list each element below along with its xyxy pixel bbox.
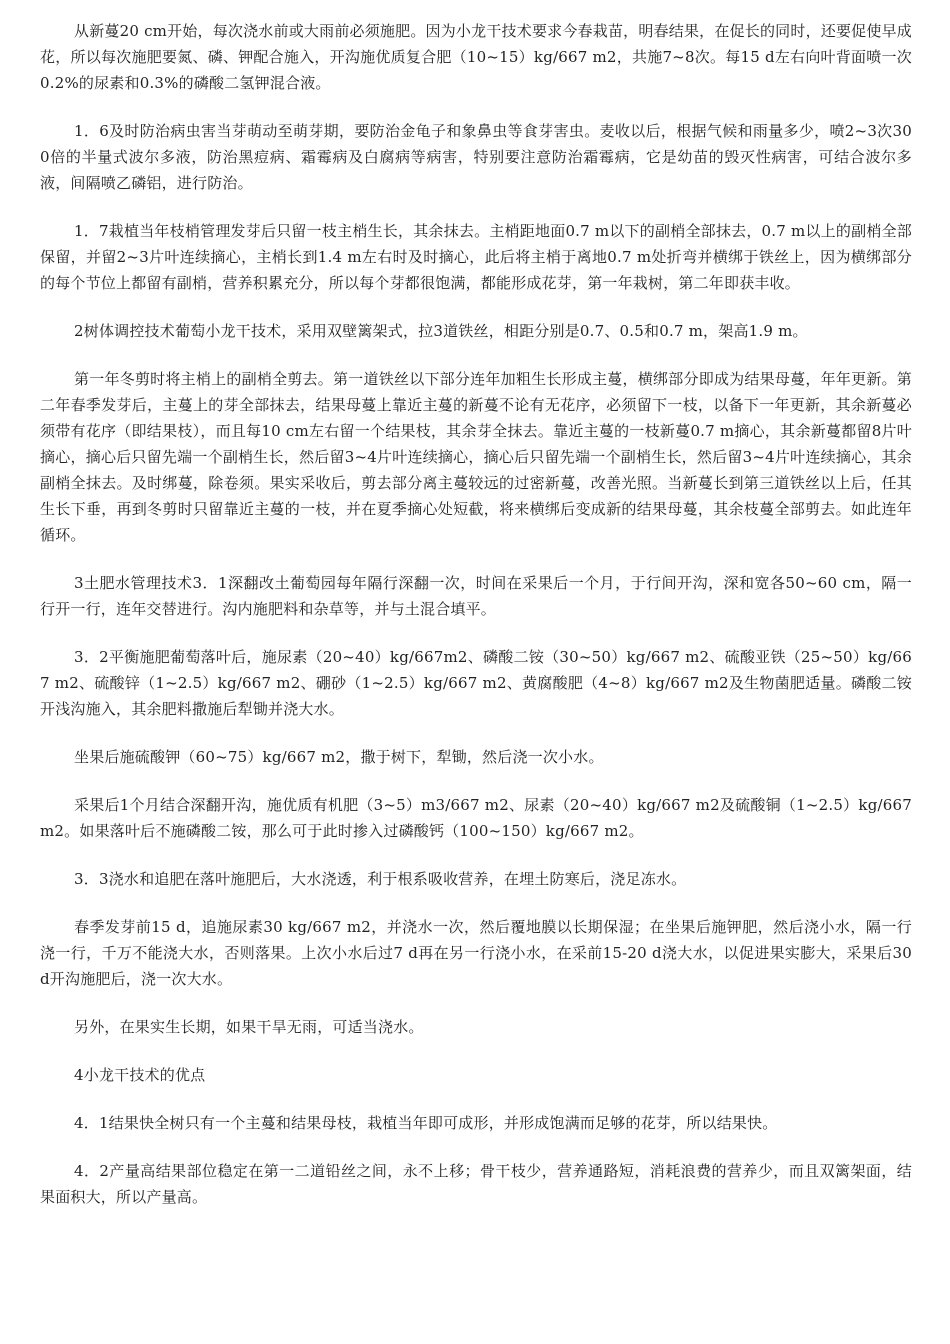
paragraph-fast-fruiting: 4．1结果快全树只有一个主蔓和结果母枝，栽植当年即可成形，并形成饱满而足够的花芽，所以结果快。 [74, 1114, 778, 1132]
paragraph-balanced-fertilization: 3．2平衡施肥葡萄落叶后，施尿素（20~40）kg/667m2、磷酸二铵（30~50）kg/667 m2、硫酸亚铁（25~50）kg/667 m2、硫酸锌（1~2.5）kg/667 m2、硼砂（1~2.5）kg/667 m2、黄腐酸肥（4~8）kg/667 m2及生物菌肥适量。磷酸二铵开浅沟施入，其余肥料撒施后犁锄并浇大水。 [40, 648, 912, 718]
paragraph-potassium-sulfate: 坐果后施硫酸钾（60~75）kg/667 m2，撒于树下，犁锄，然后浇一次小水。 [74, 748, 604, 766]
paragraph-winter-pruning: 第一年冬剪时将主梢上的副梢全剪去。第一道铁丝以下部分连年加粗生长形成主蔓，横绑部分即成为结果母蔓，年年更新。第二年春季发芽后，主蔓上的芽全部抹去，结果母蔓上靠近主蔓的新蔓不论有无花序，必须留下一枝，以备下一年更新，其余新蔓必须带有花序（即结果枝），而且每10 cm左右留一个结果枝，其余芽全抹去。靠近主蔓的一枝新蔓0.7 m摘心，其余新蔓都留8片叶摘心，摘心后只留先端一个副梢生长，然后留3~4片叶连续摘心，摘心后只留先端一个副梢生长，然后留3~4片叶连续摘心，其余副梢全抹去。及时绑蔓，除卷须。果实采收后，剪去部分离主蔓较远的过密新蔓，改善光照。当新蔓长到第三道铁丝以上后，任其生长下垂，再到冬剪时只留靠近主蔓的一枝，并在夏季摘心处短截，将来横绑后变成新的结果母蔓，其余枝蔓全部剪去。如此连年循环。 [40, 370, 912, 544]
paragraph-watering: 3．3浇水和追肥在落叶施肥后，大水浇透，利于根系吸收营养，在埋土防寒后，浇足冻水。 [74, 870, 687, 888]
paragraph-post-harvest: 采果后1个月结合深翻开沟，施优质有机肥（3~5）m3/667 m2、尿素（20~40）kg/667 m2及硫酸铜（1~2.5）kg/667 m2。如果落叶后不施磷酸二铵，那么可于此时掺入过磷酸钙（100~150）kg/667 m2。 [40, 796, 912, 840]
paragraph-tree-regulation: 2树体调控技术葡萄小龙干技术，采用双壁篱架式，拉3道铁丝，相距分别是0.7、0.5和0.7 m，架高1.9 m。 [74, 322, 808, 340]
paragraph-spring-watering: 春季发芽前15 d，追施尿素30 kg/667 m2，并浇水一次，然后覆地膜以长期保湿；在坐果后施钾肥，然后浇小水，隔一行浇一行，千万不能浇大水，否则落果。上次小水后过7 d再在另一行浇小水，在采前15-20 d浇大水，以促进果实膨大，采果后30 d开沟施肥后，浇一次大水。 [40, 918, 912, 988]
paragraph-soil-management: 3土肥水管理技术3．1深翻改土葡萄园每年隔行深翻一次，时间在采果后一个月，于行间开沟，深和宽各50~60 cm，隔一行开一行，连年交替进行。沟内施肥料和杂草等，并与土混合填平。 [40, 574, 912, 618]
document-page [40, 18, 912, 1232]
section-heading-advantages: 4小龙干技术的优点 [74, 1066, 206, 1084]
paragraph-fertilization: 从新蔓20 cm开始，每次浇水前或大雨前必须施肥。因为小龙干技术要求今春栽苗，明春结果，在促长的同时，还要促使早成花，所以每次施肥要氮、磷、钾配合施入，开沟施优质复合肥（10~15）kg/667 m2，共施7~8次。每15 d左右向叶背面喷一次0.2%的尿素和0.3%的磷酸二氢钾混合液。 [40, 22, 912, 92]
paragraph-pest-control: 1．6及时防治病虫害当芽萌动至萌芽期，要防治金龟子和象鼻虫等食芽害虫。麦收以后，根据气候和雨量多少，喷2~3次300倍的半量式波尔多液，防治黑痘病、霜霉病及白腐病等病害，特别要注意防治霜霉病，它是幼苗的毁灭性病害，可结合波尔多液，间隔喷乙磷铝，进行防治。 [40, 122, 912, 192]
paragraph-shoot-management: 1．7栽植当年枝梢管理发芽后只留一枝主梢生长，其余抹去。主梢距地面0.7 m以下的副梢全部抹去，0.7 m以上的副梢全部保留，并留2~3片叶连续摘心，主梢长到1.4 m左右时及时摘心，此后将主梢于离地0.7 m处折弯并横绑于铁丝上，因为横绑部分的每个节位上都留有副梢，营养积累充分，所以每个芽都很饱满，都能形成花芽，第一年栽树，第二年即获丰收。 [40, 222, 912, 292]
paragraph-drought-watering: 另外，在果实生长期，如果干旱无雨，可适当浇水。 [74, 1018, 424, 1036]
paragraph-high-yield: 4．2产量高结果部位稳定在第一二道铅丝之间，永不上移；骨干枝少，营养通路短，消耗浪费的营养少，而且双篱架面，结果面积大，所以产量高。 [40, 1162, 912, 1206]
